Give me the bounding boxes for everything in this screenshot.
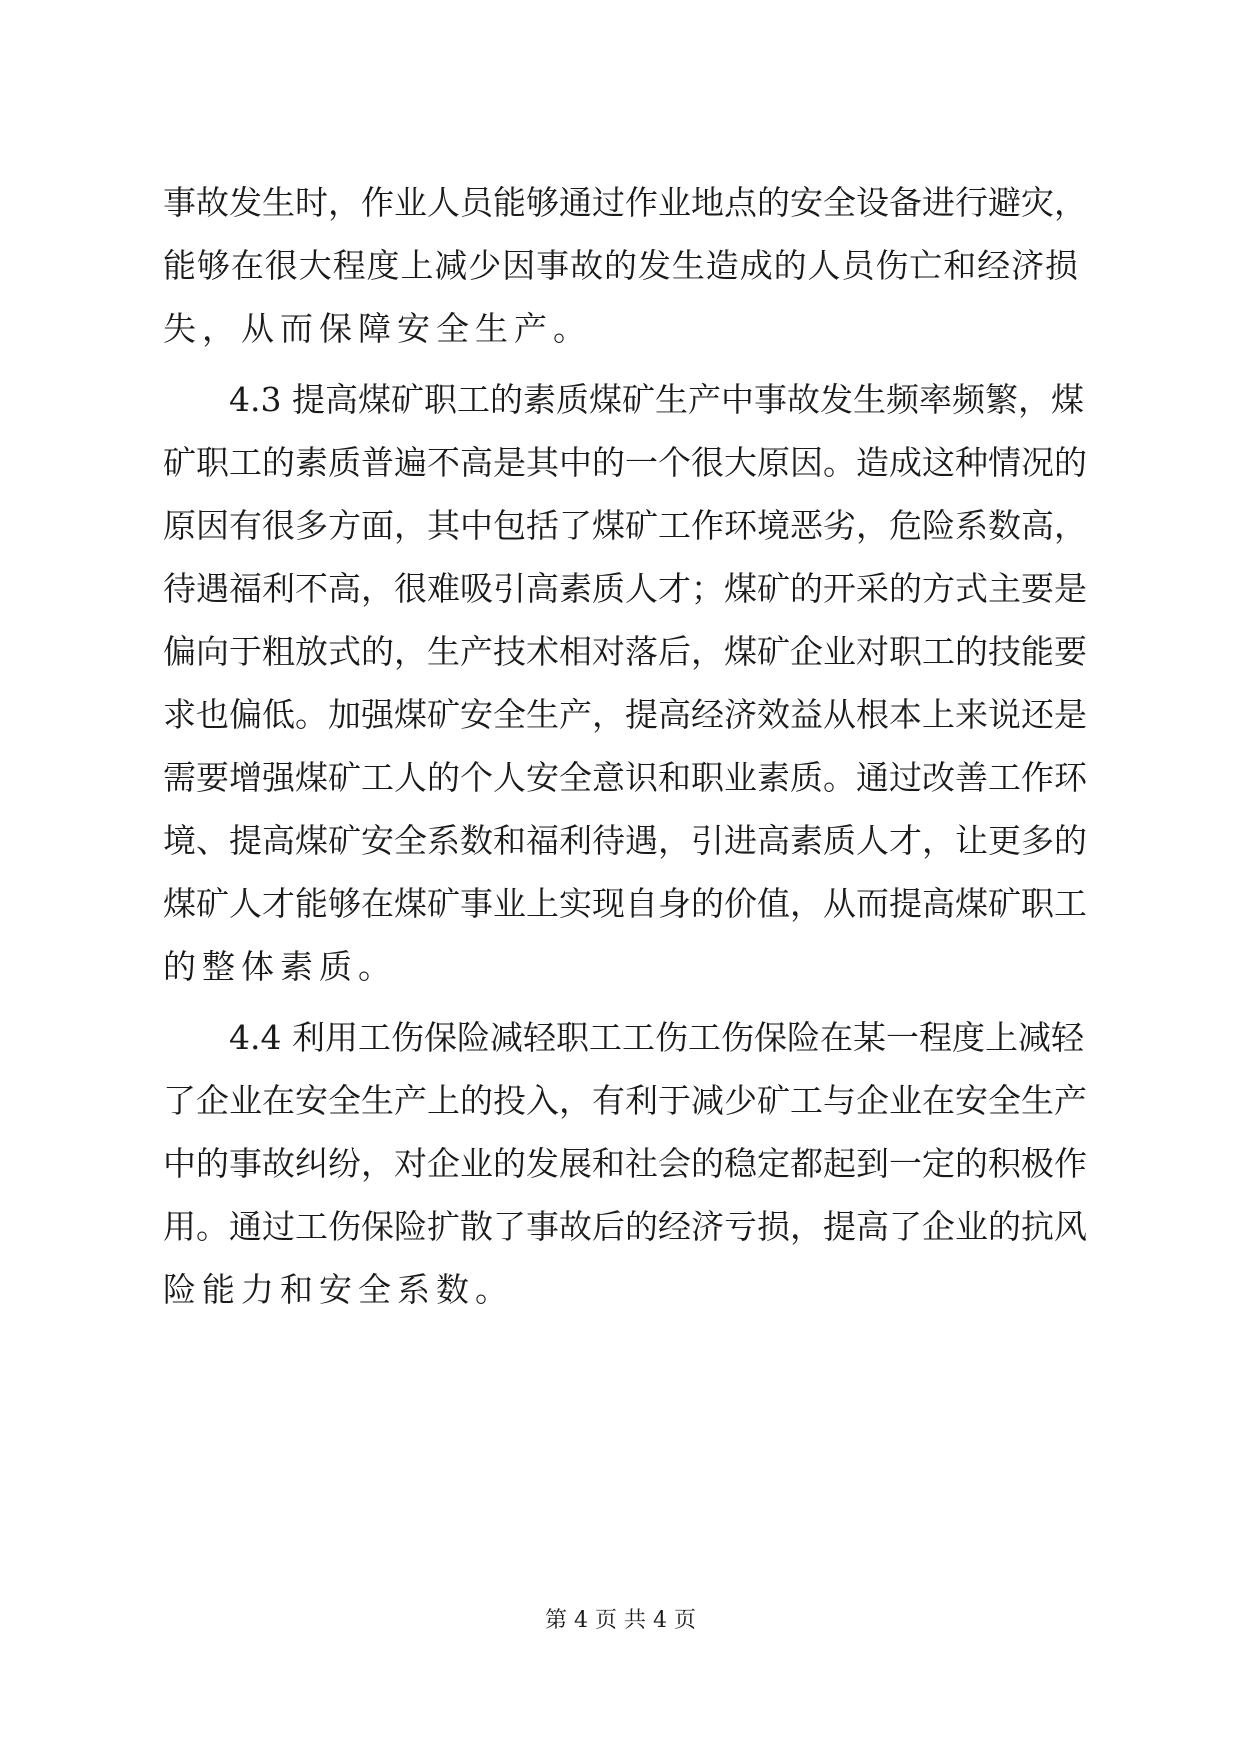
text-line: 原因有很多方面，其中包括了煤矿工作环境恶劣，危险系数高， xyxy=(163,506,1087,545)
text-line: 的整体素质。 xyxy=(163,947,397,986)
text-line: 煤矿人才能够在煤矿事业上实现自身的价值，从而提高煤矿职工 xyxy=(163,884,1087,923)
page-number-footer: 第 4 页 共 4 页 xyxy=(545,1608,696,1633)
text-line: 待遇福利不高，很难吸引高素质人才；煤矿的开采的方式主要是 xyxy=(163,569,1087,608)
text-line: 境、提高煤矿安全系数和福利待遇，引进高素质人才，让更多的 xyxy=(163,821,1087,860)
text-line: 失，从而保障安全生产。 xyxy=(163,309,592,348)
text-line: 了企业在安全生产上的投入，有利于减少矿工与企业在安全生产 xyxy=(163,1081,1087,1120)
text-line: 事故发生时，作业人员能够通过作业地点的安全设备进行避灾， xyxy=(163,183,1087,222)
section-heading-line: 4.4 利用工伤保险减轻职工工伤工伤保险在某一程度上减轻 xyxy=(229,1018,1084,1057)
section-heading-line: 4.3 提高煤矿职工的素质煤矿生产中事故发生频率频繁，煤 xyxy=(229,380,1084,419)
text-line: 能够在很大程度上减少因事故的发生造成的人员伤亡和经济损 xyxy=(163,246,1078,285)
text-line: 偏向于粗放式的，生产技术相对落后，煤矿企业对职工的技能要 xyxy=(163,632,1087,671)
text-line: 求也偏低。加强煤矿安全生产，提高经济效益从根本上来说还是 xyxy=(163,695,1087,734)
text-line: 用。通过工伤保险扩散了事故后的经济亏损，提高了企业的抗风 xyxy=(163,1207,1087,1246)
text-line: 需要增强煤矿工人的个人安全意识和职业素质。通过改善工作环 xyxy=(163,758,1087,797)
text-line: 中的事故纠纷，对企业的发展和社会的稳定都起到一定的积极作 xyxy=(163,1144,1087,1183)
text-line: 险能力和安全系数。 xyxy=(163,1270,514,1309)
text-line: 矿职工的素质普遍不高是其中的一个很大原因。造成这种情况的 xyxy=(163,443,1087,482)
